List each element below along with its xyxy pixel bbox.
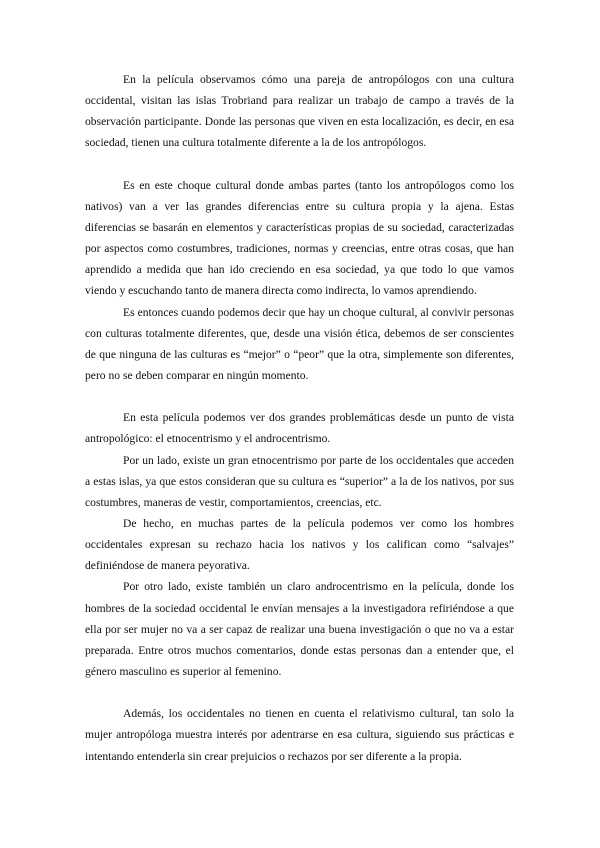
paragraph-spacer: [85, 682, 514, 703]
paragraph-intro: En la película observamos cómo una pareja de antropólogos con una cultura occidental, visitan las islas Trobriand para realizar un trabajo de campo a través de la observación participante. Donde las personas que viven en esta localización, es decir, en esa sociedad, tienen una cultura totalmente diferente a la de los antropólogos.: [85, 73, 514, 150]
paragraph-rejection: De hecho, en muchas partes de la película podemos ver como los hombres occidentales expresan su rechazo hacia los nativos y los califican como “salvajes” definiéndose de manera peyorativa.: [85, 516, 514, 573]
paragraph-ethics: Es entonces cuando podemos decir que hay un choque cultural, al convivir personas con culturas totalmente diferentes, que, desde una visión ética, debemos de ser conscientes de que ninguna de las culturas es “mejor” o “peor” que la otra, simplemente son diferentes, pero no se deben comparar en ningún momento.: [85, 305, 514, 383]
paragraph-relativism: Además, los occidentales no tienen en cuenta el relativismo cultural, tan solo la mujer antropóloga muestra interés por adentrarse en esa cultura, siguiendo sus prácticas e intentando entenderla sin crear prejuicios o rechazos por ser diferente a la propia.: [85, 707, 514, 763]
paragraph-androcentrism: Por otro lado, existe también un claro androcentrismo en la película, donde los hombres de la sociedad occidental le envían mensajes a la investigadora refiriéndose a que ella por ser mujer no va a ser capaz de realizar una buena investigación o que no va a estar preparada. Entre otros muchos comentarios, donde estas personas dan a entender que, el género masculino es superior al femenino.: [85, 580, 514, 679]
paragraph-cultural-shock: Es en este choque cultural donde ambas partes (tanto los antropólogos como los nativos) van a ver las grandes diferencias entre su cultura propia y la ajena. Estas diferencias se basarán en elementos y características propias de su sociedad, caracterizadas por aspectos como costumbres, tradiciones, normas y creencias, entre otras cosas, que han aprendido a medida que han ido creciendo en esa sociedad, ya que todo lo que vamos viendo y escuchando tanto de manera directa como indirecta, lo vamos aprendiendo.: [85, 178, 514, 298]
paragraph-spacer: [85, 386, 514, 407]
paragraph-spacer: [85, 154, 514, 175]
paragraph-problems: En esta película podemos ver dos grandes problemáticas desde un punto de vista antropológico: el etnocentrismo y el androcentrismo.: [85, 411, 514, 446]
paragraph-ethnocentrism: Por un lado, existe un gran etnocentrismo por parte de los occidentales que acceden a estas islas, ya que estos consideran que su cultura es “superior” a la de los nativos, por sus costumbres, maneras de vestir, comportamientos, creencias, etc.: [85, 453, 514, 509]
